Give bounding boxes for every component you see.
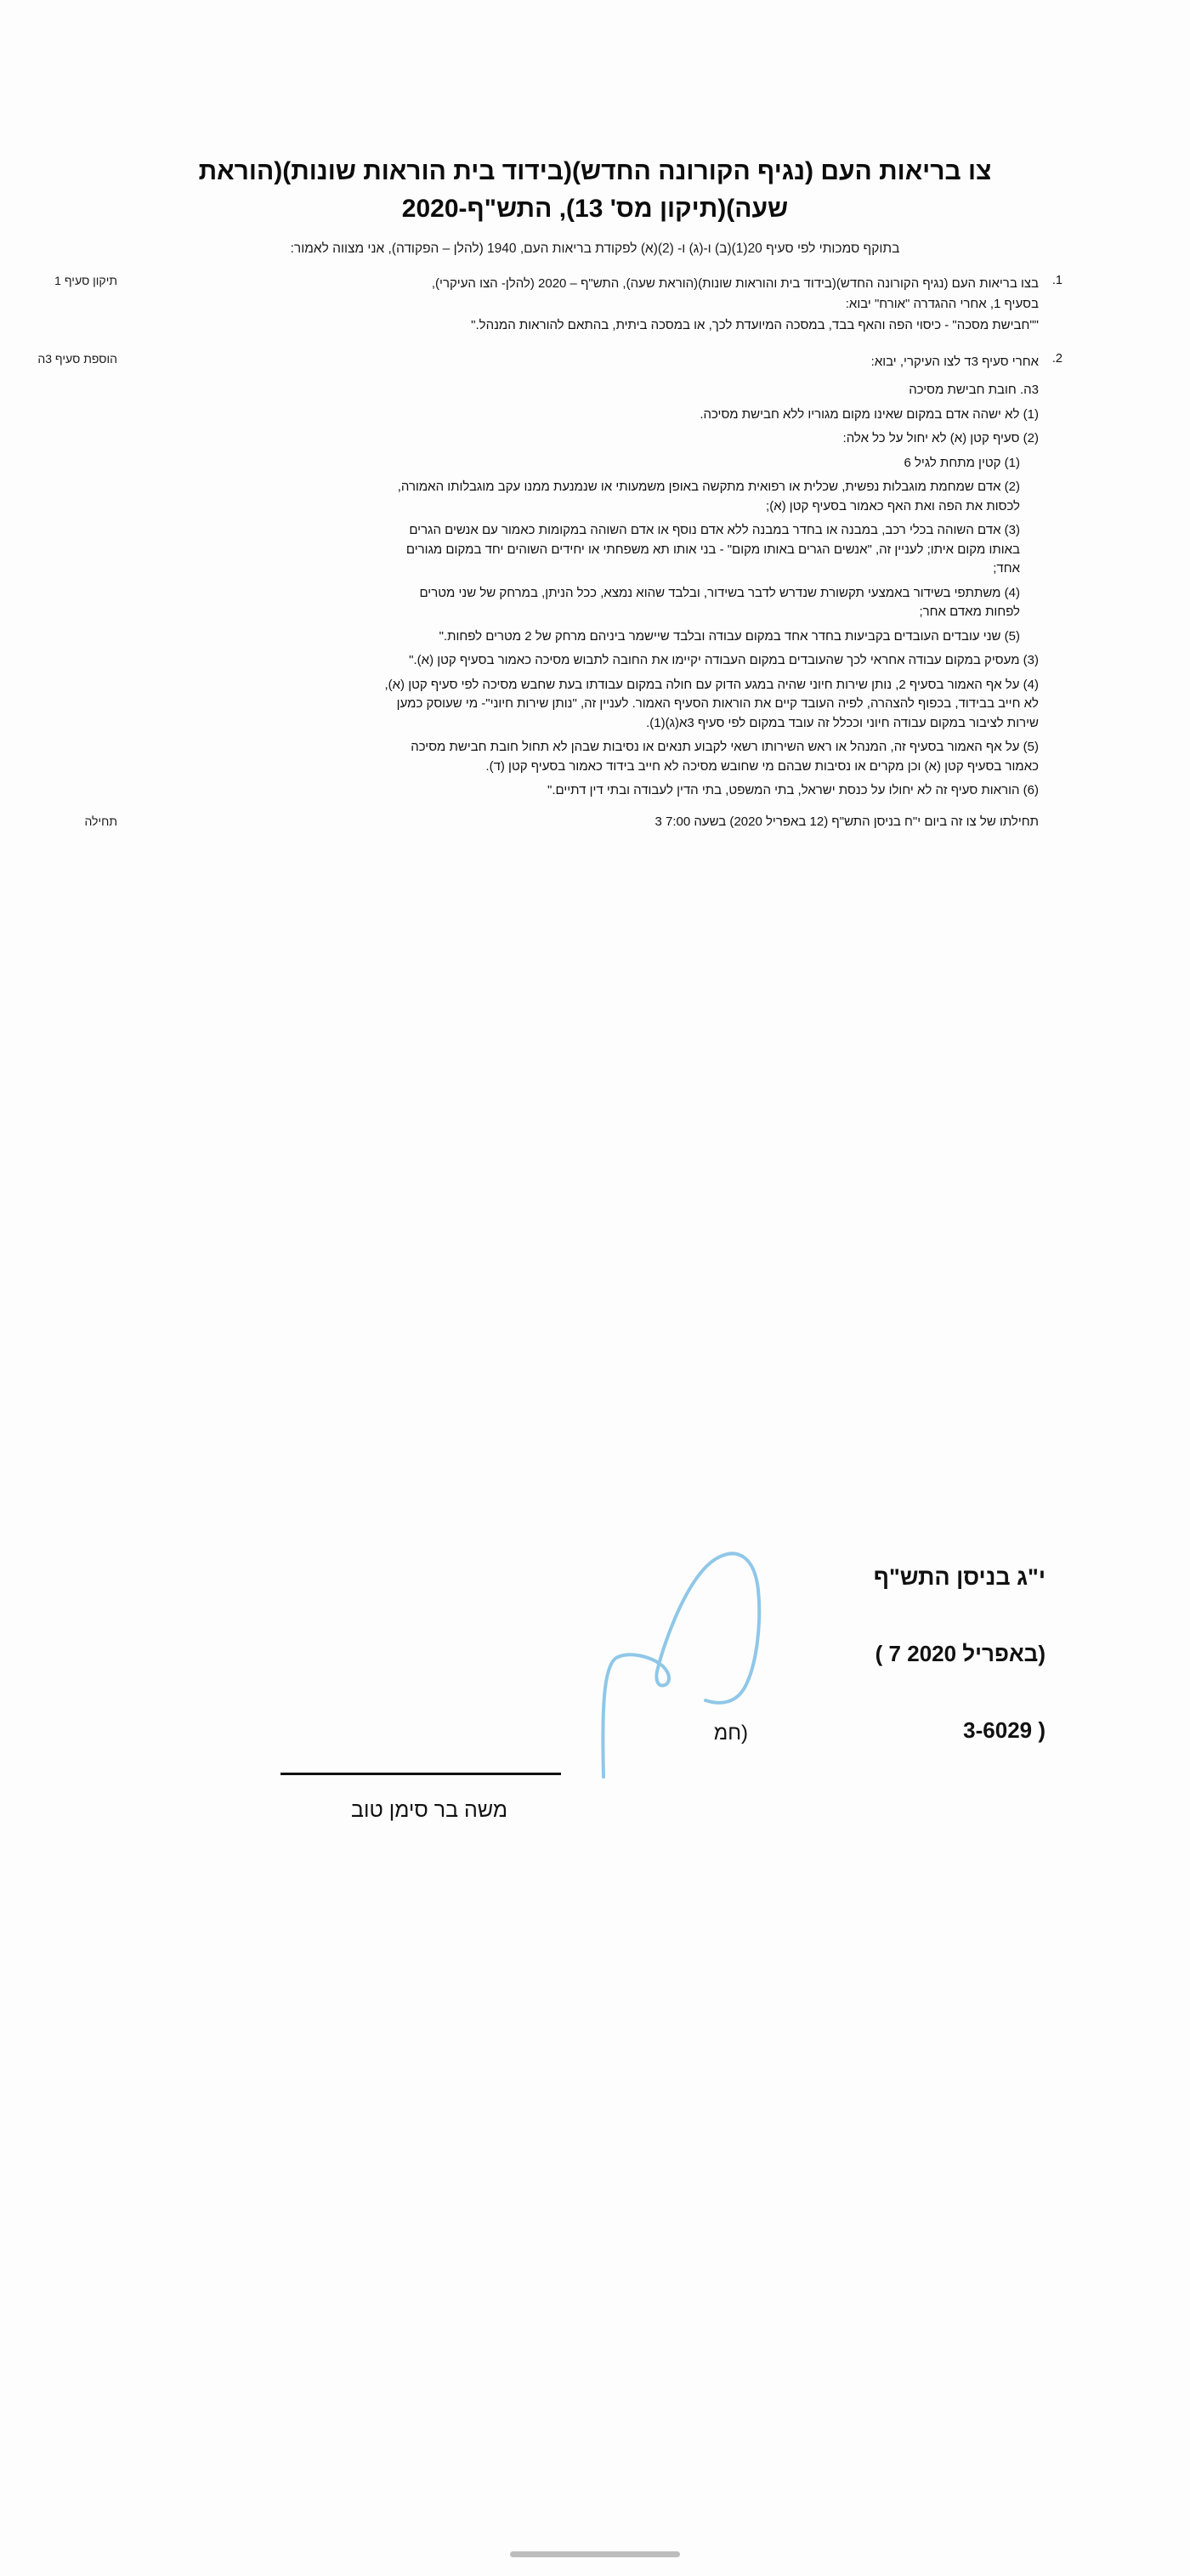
list-item: (3) אדם השוהה בכלי רכב, במבנה או בחדר במבנה ללא אדם נוסף או אדם השוהה במקומות כאמור עם אנשים הגרים באותו מקום איתו; לעניין זה, "אנשים הגרים באותו מקום" - בני אותו תא משפחתי או יחידים השוהים יחד במקום מגורים אחד;	[405, 523, 1020, 576]
clause-1	[54, 274, 1062, 335]
list-item: (4) משתתפי בשידור באמצעי תקשורת שנדרש לדבר בשידור, ובלבד שהוא נמצא, ככל הניתן, במרחק של שני מטרים לפחות מאדם אחר;	[419, 585, 1020, 619]
list-item: (1) לא ישהה אדם במקום שאינו מקום מגוריו ללא חבישת מסיכה.	[700, 406, 1039, 422]
list-item: (3) מעסיק במקום עבודה אחראי לכך שהעובדים במקום העבודה יקיימו את החובה לתבוש מסיכה כאמור בסעיף קטן (א)."	[409, 653, 1039, 667]
clause-1-margin-note: תיקון סעיף 1	[54, 274, 117, 288]
document-title: צו בריאות העם (נגיף הקורונה החדש)(בידוד בית הוראות שונות)(הוראת שעה)(תיקון מס' 13), התש"ף-2020	[198, 157, 992, 223]
clause-2-number: 2.	[1051, 352, 1062, 366]
list-item: (1) קטין מתחת לגיל 6	[904, 455, 1020, 470]
clause-2-sub-heading: 3ה. חובת חבישת מסיכה	[909, 383, 1039, 398]
signature-reference-number: 3-6029 )	[963, 1717, 1046, 1743]
list-item: (5) על אף האמור בסעיף זה, המנהל או ראש השירותו רשאי לקבוע תנאים או נסיבות שבהן לא תחול חובת חבישת מסיכה כאמור בסעיף קטן (א) וכן מקרים או נסיבות שבהם מי שחובש מסיכה לא חייב בידוד כאמור בסעיף קטן (ד).	[411, 740, 1039, 774]
clause-2-subsection	[382, 380, 1039, 800]
clause-2-text: אחרי סעיף 3ד לצו העיקרי, יבוא:	[870, 355, 1039, 369]
signature-gregorian-date: ( 7 באפריל 2020)	[875, 1641, 1046, 1666]
list-item: (2) אדם שמחמת מוגבלות נפשית, שכלית או רפואית מתקשה באופן משמעותי או שנמנעת ממנו עקב מוגבלותו האמורה, לכסות את הפה ואת האף כאמור בסעיף קטן (א);	[397, 479, 1020, 513]
document-preamble: בתוקף סמכותי לפי סעיף 20(1)(ב) ו-(ג) ו- (2)(א) לפקודת בריאות העם, 1940 (להלן – הפקודה), אני מצווה לאמור:	[290, 241, 900, 256]
signature-line	[280, 1773, 561, 1775]
list-item: (5) שני עובדים העובדים בקביעות בחדר אחד במקום עבודה ובלבד שיישמר ביניהם מרחק של 2 מטרים לפחות."	[439, 628, 1020, 644]
document-body	[37, 153, 1062, 842]
home-indicator[interactable]	[510, 2551, 680, 2557]
signatory-name: משה בר סימן טוב	[351, 1798, 507, 1822]
final-clause	[84, 814, 1062, 829]
signature-block	[128, 1564, 1062, 1972]
clause-1-quote: ""חבישת מסכה" - כיסוי הפה והאף בבד, במסכה המיועדת לכך, או במסכה ביתית, בהתאם להוראות המנהל."	[471, 317, 1039, 332]
list-item: (6) הוראות סעיף זה לא יחולו על כנסת ישראל, בתי המשפט, בתי הדין לעבודה ובתי דין דתיים."	[547, 783, 1039, 797]
handwritten-signature-icon	[570, 1539, 842, 1794]
signature-hebrew-date: י"ג בניסן התש"ף	[873, 1564, 1046, 1590]
clause-1-text: בצו בריאות העם (נגיף הקורונה החדש)(בידוד בית והוראות שונות)(הוראת שעה), התש"ף – 2020 (להלן- הצו העיקרי), בסעיף 1, אחרי ההגדרה "אורח" יבוא:	[431, 276, 1039, 311]
list-item: (4) על אף האמור בסעיף 2, נותן שירות חיוני שהיה במגע הדוק עם חולה במקום עבודתו בעת שחבש מסיכה לפי סעיף קטן (א), לא חייב בבידוד, בכפוף להצהרה, לפיה העובד קיים את הוראות הסעיף האמור. לעניין זה, "נותן שירות חיוני"- מי שעוסק כמען שירות לציבור במקום עבודה חיוני וככלל זה עובד במקום לפי סעיף 3א(ג)(1).	[384, 677, 1039, 730]
clause-1-number: 1.	[1051, 274, 1062, 288]
list-item: (2) סעיף קטן (א) לא יחול על כל אלה:	[842, 431, 1039, 445]
signature-reference-prefix: (חמ	[713, 1722, 748, 1745]
final-text: תחילתו של צו זה ביום י"ח בניסן התש"ף (12 באפריל 2020) בשעה 7:00 3	[654, 814, 1039, 829]
clause-2	[37, 352, 1062, 372]
clause-2-margin-note: הוספת סעיף 3ה	[37, 352, 117, 366]
final-margin-note: תחילה	[84, 814, 117, 828]
